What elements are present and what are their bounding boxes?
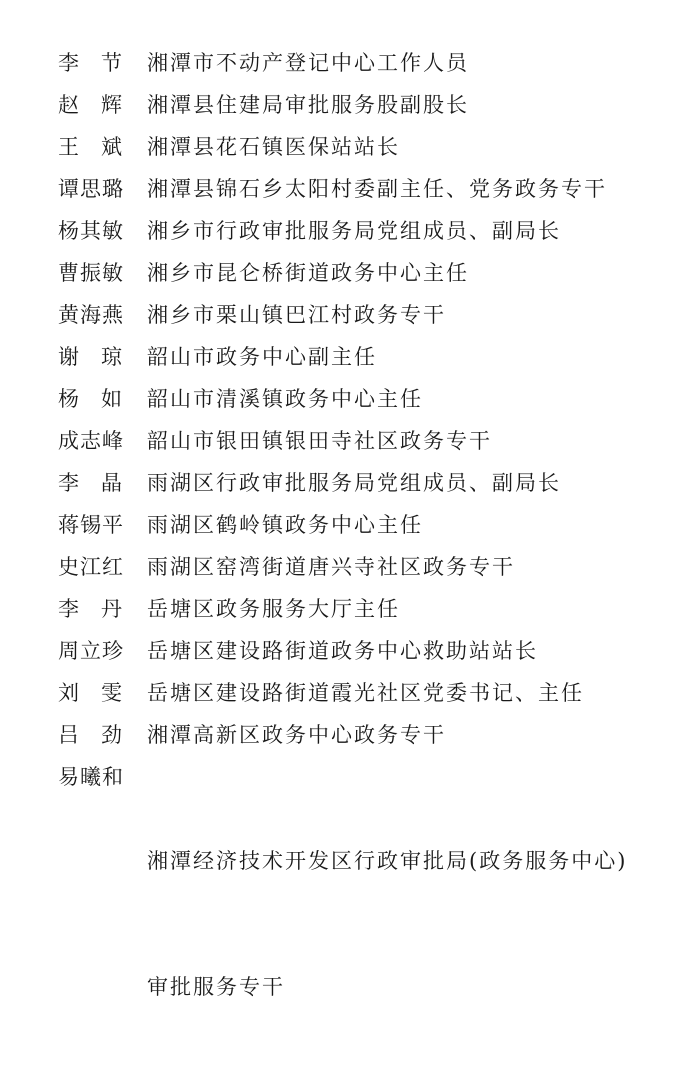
person-title: 雨湖区行政审批服务局党组成员、副局长 [147,471,561,495]
list-item [0,504,700,546]
person-name: 杨其敏 [58,219,124,243]
person-title: 湘乡市行政审批服务局党组成员、副局长 [147,219,561,243]
list-item [0,672,700,714]
person-title: 湘潭县花石镇医保站站长 [147,135,400,159]
person-title-line1: 湘潭经济技术开发区行政审批局(政务服务中心) [147,849,628,873]
person-title: 岳塘区政务服务大厅主任 [147,597,400,621]
person-title: 湘潭高新区政务中心政务专干 [147,723,446,747]
person-name: 蒋锡平 [58,513,124,537]
list-item [0,336,700,378]
person-name: 史江红 [58,555,124,579]
person-title: 韶山市银田镇银田寺社区政务专干 [147,429,492,453]
person-name: 黄海燕 [58,303,124,327]
list-item [0,714,700,756]
list-item [0,210,700,252]
list-item [0,168,700,210]
person-title: 雨湖区窑湾街道唐兴寺社区政务专干 [147,555,515,579]
list-item [0,42,700,84]
person-name: 杨 如 [58,387,122,411]
person-name: 谭思璐 [58,177,124,201]
person-title: 湘潭县锦石乡太阳村委副主任、党务政务专干 [147,177,607,201]
person-name: 李 丹 [58,597,122,621]
list-item [0,756,700,1092]
list-item [0,84,700,126]
person-title: 韶山市政务中心副主任 [147,345,377,369]
person-name: 刘 雯 [58,681,122,705]
list-item [0,126,700,168]
person-title: 岳塘区建设路街道政务中心救助站站长 [147,639,538,663]
person-title: 湘潭县住建局审批服务股副股长 [147,93,469,117]
awardee-list [0,42,700,1092]
person-name: 周立珍 [58,639,124,663]
person-title: 雨湖区鹤岭镇政务中心主任 [147,513,423,537]
list-item [0,546,700,588]
person-name: 成志峰 [58,429,124,453]
person-name: 李 晶 [58,471,122,495]
person-title-line2: 审批服务专干 [147,975,285,999]
person-title [147,756,700,1092]
person-name: 王 斌 [58,135,122,159]
person-name: 曹振敏 [58,261,124,285]
person-title: 岳塘区建设路街道霞光社区党委书记、主任 [147,681,584,705]
person-name: 易曦和 [58,765,124,789]
person-name: 赵 辉 [58,93,122,117]
list-item [0,462,700,504]
person-title: 湘潭市不动产登记中心工作人员 [147,51,469,75]
list-item [0,588,700,630]
list-item [0,420,700,462]
person-name: 李 节 [58,51,122,75]
person-title: 湘乡市栗山镇巴江村政务专干 [147,303,446,327]
list-item [0,630,700,672]
list-item [0,378,700,420]
list-item [0,252,700,294]
list-item [0,294,700,336]
person-title: 韶山市清溪镇政务中心主任 [147,387,423,411]
person-name: 谢 琼 [58,345,122,369]
person-title: 湘乡市昆仑桥街道政务中心主任 [147,261,469,285]
person-name: 吕 劲 [58,723,122,747]
